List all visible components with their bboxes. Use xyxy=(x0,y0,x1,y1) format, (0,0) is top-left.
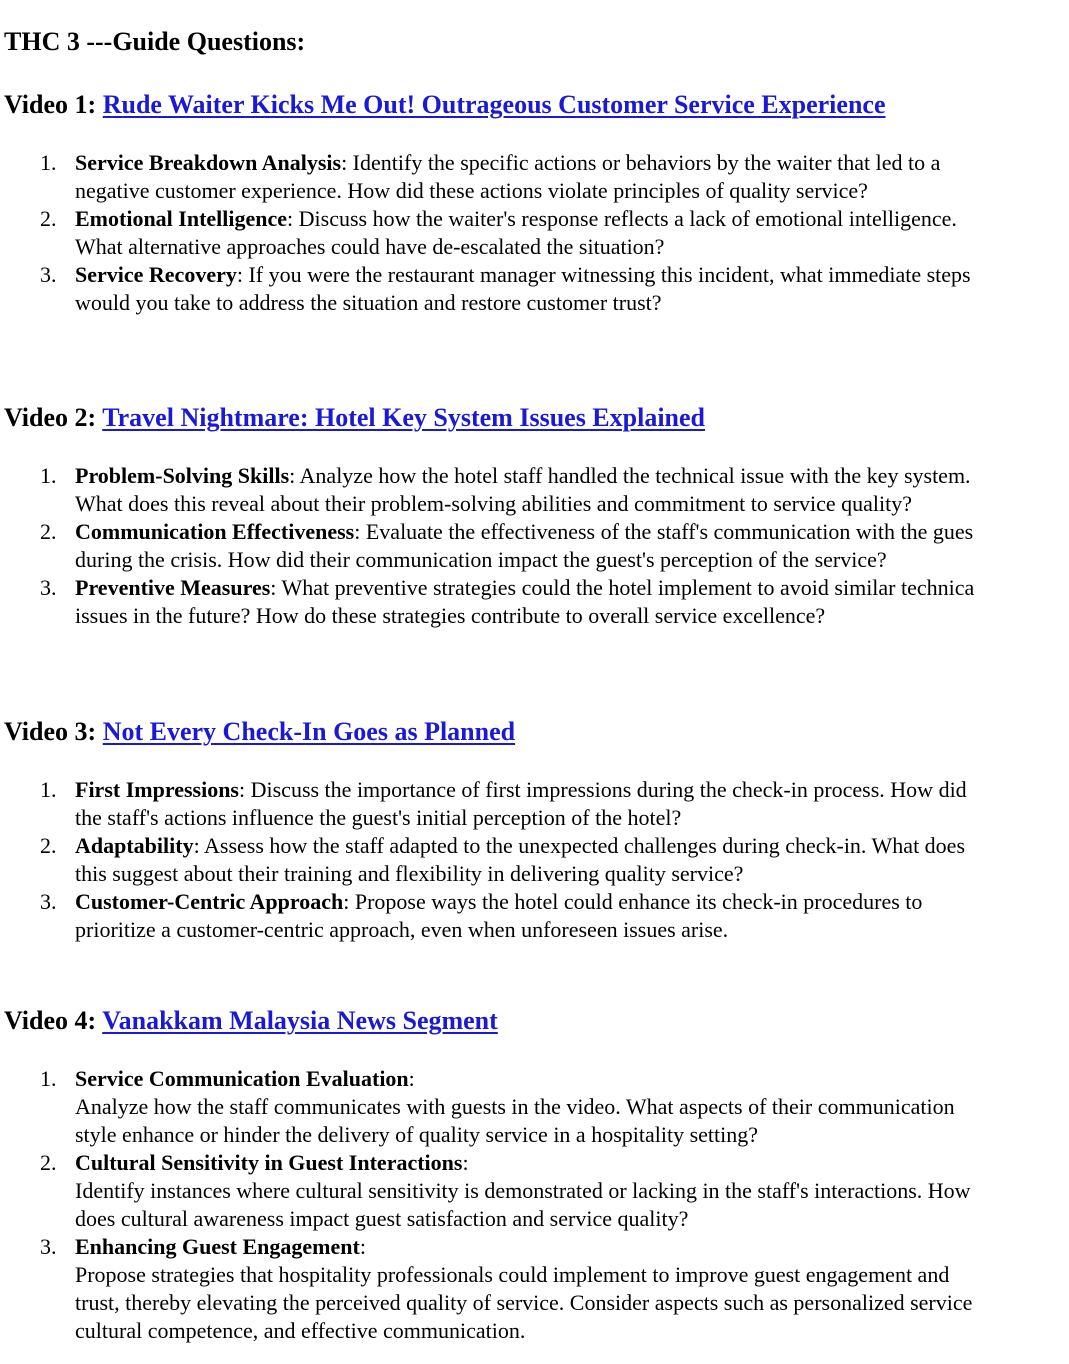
video-4-heading xyxy=(4,1005,498,1037)
question-term: Communication Effectiveness xyxy=(75,519,355,544)
question-text: What does this reveal about their problem-solving abilities and commitment to service quality? xyxy=(75,491,912,516)
list-item xyxy=(4,832,1069,888)
question-text: : Evaluate the effectiveness of the staff's communication with the gues xyxy=(354,519,974,544)
item-number: 3. xyxy=(40,889,57,914)
question-text: : Discuss how the waiter's response reflects a lack of emotional intelligence. xyxy=(287,206,957,231)
list-item xyxy=(4,1149,1069,1233)
list-item xyxy=(4,462,1069,518)
list-item xyxy=(4,1065,1069,1149)
item-number: 1. xyxy=(40,150,57,175)
item-number: 3. xyxy=(40,1234,57,1259)
list-item xyxy=(4,888,1069,944)
question-text: : Identify the specific actions or behaviors by the waiter that led to a xyxy=(341,150,941,175)
video-2-heading xyxy=(4,402,705,434)
question-text: issues in the future? How do these strategies contribute to overall service excellence? xyxy=(75,603,826,628)
item-number: 3. xyxy=(40,262,57,287)
question-text: cultural competence, and effective communication. xyxy=(75,1318,526,1343)
question-term: Emotional Intelligence xyxy=(75,206,288,231)
question-text: does cultural awareness impact guest satisfaction and service quality? xyxy=(75,1206,689,1231)
list-item xyxy=(4,261,1069,317)
question-text: : Analyze how the hotel staff handled the technical issue with the key system. xyxy=(289,463,971,488)
question-term: Cultural Sensitivity in Guest Interactions xyxy=(75,1150,463,1175)
question-text: trust, thereby elevating the perceived quality of service. Consider aspects such as personalized service xyxy=(75,1290,973,1315)
question-text: would you take to address the situation and restore customer trust? xyxy=(75,290,662,315)
item-number: 2. xyxy=(40,206,57,231)
question-text: : What preventive strategies could the hotel implement to avoid similar technica xyxy=(270,575,975,600)
list-item xyxy=(4,518,1069,574)
question-text: negative customer experience. How did these actions violate principles of quality service? xyxy=(75,178,868,203)
video-1-label: Video 1: xyxy=(4,90,97,119)
document-title: THC 3 ---Guide Questions: xyxy=(4,27,306,56)
video-2-questions xyxy=(4,462,1069,630)
question-text: during the crisis. How did their communication impact the guest's perception of the service? xyxy=(75,547,887,572)
question-text: : If you were the restaurant manager witnessing this incident, what immediate steps xyxy=(236,262,971,287)
video-3-questions xyxy=(4,776,1069,944)
question-term: Service Recovery xyxy=(75,262,237,287)
video-3-label: Video 3: xyxy=(4,717,97,746)
item-number: 1. xyxy=(40,777,57,802)
question-text: : Assess how the staff adapted to the unexpected challenges during check-in. What does xyxy=(193,833,966,858)
video-1-questions xyxy=(4,149,1069,317)
question-term: Service Communication Evaluation xyxy=(75,1066,409,1091)
item-number: 2. xyxy=(40,519,57,544)
question-text: Analyze how the staff communicates with guests in the video. What aspects of their communication xyxy=(75,1094,955,1119)
question-text: Identify instances where cultural sensitivity is demonstrated or lacking in the staff's interactions. How xyxy=(75,1178,971,1203)
item-number: 1. xyxy=(40,463,57,488)
question-term: Enhancing Guest Engagement xyxy=(75,1234,360,1259)
item-number: 1. xyxy=(40,1066,57,1091)
item-number: 2. xyxy=(40,833,57,858)
question-text: : xyxy=(359,1234,366,1259)
video-2-label: Video 2: xyxy=(4,403,97,432)
item-number: 2. xyxy=(40,1150,57,1175)
question-term: Adaptability xyxy=(75,833,194,858)
question-term: Preventive Measures xyxy=(75,575,271,600)
question-text: : Propose ways the hotel could enhance its check-in procedures to xyxy=(343,889,923,914)
question-text: the staff's actions influence the guest's initial perception of the hotel? xyxy=(75,805,682,830)
video-4-link[interactable]: Vanakkam Malaysia News Segment xyxy=(102,1006,498,1035)
question-term: Problem-Solving Skills xyxy=(75,463,290,488)
video-3-link[interactable]: Not Every Check-In Goes as Planned xyxy=(102,717,516,746)
list-item xyxy=(4,149,1069,205)
list-item xyxy=(4,776,1069,832)
question-term: Customer-Centric Approach xyxy=(75,889,344,914)
question-text: prioritize a customer-centric approach, even when unforeseen issues arise. xyxy=(75,917,729,942)
question-text: What alternative approaches could have de-escalated the situation? xyxy=(75,234,665,259)
question-text: : xyxy=(462,1150,469,1175)
question-text: : xyxy=(408,1066,415,1091)
video-1-heading xyxy=(4,89,885,121)
list-item xyxy=(4,205,1069,261)
video-1-link[interactable]: Rude Waiter Kicks Me Out! Outrageous Customer Service Experience xyxy=(102,90,886,119)
question-term: Service Breakdown Analysis xyxy=(75,150,342,175)
question-term: First Impressions xyxy=(75,777,239,802)
list-item xyxy=(4,1233,1069,1345)
video-3-heading xyxy=(4,716,515,748)
question-text: Propose strategies that hospitality professionals could implement to improve guest engagement and xyxy=(75,1262,950,1287)
video-4-label: Video 4: xyxy=(4,1006,97,1035)
list-item xyxy=(4,574,1069,630)
item-number: 3. xyxy=(40,575,57,600)
question-text: this suggest about their training and flexibility in delivering quality service? xyxy=(75,861,744,886)
video-4-questions xyxy=(4,1065,1069,1345)
video-2-link[interactable]: Travel Nightmare: Hotel Key System Issues Explained xyxy=(102,403,706,432)
question-text: style enhance or hinder the delivery of quality service in a hospitality setting? xyxy=(75,1122,759,1147)
question-text: : Discuss the importance of first impressions during the check-in process. How did xyxy=(239,777,967,802)
